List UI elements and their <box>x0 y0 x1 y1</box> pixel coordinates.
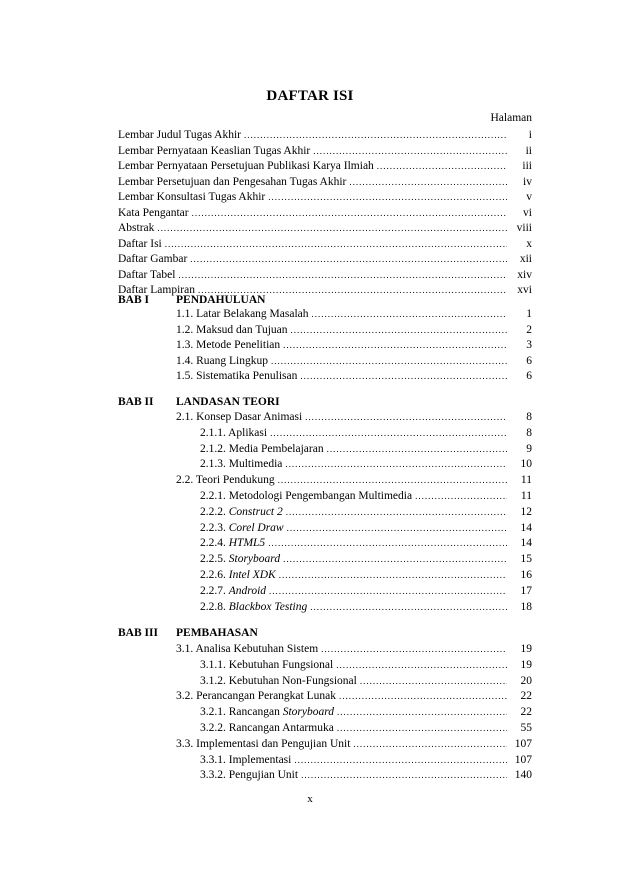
toc-entry-label <box>200 504 283 520</box>
toc-entry-label <box>200 583 266 599</box>
toc-entry-page: xii <box>519 253 532 265</box>
toc-entry-text: Daftar Isi <box>118 237 162 250</box>
toc-entry-page: v <box>526 191 532 203</box>
toc-entry <box>118 127 532 143</box>
toc-entry-text: 3.2.2. Rancangan Antarmuka <box>200 722 334 734</box>
toc-entry-label <box>118 205 189 221</box>
dot-leader <box>339 688 507 704</box>
toc-entry-italic-text: Construct 2 <box>228 505 283 518</box>
toc-entry-text: 2.1.1. Aplikasi <box>200 426 268 439</box>
toc-entry-italic-text: Storyboard <box>228 553 281 566</box>
dot-leader <box>271 353 507 369</box>
toc-entry-page: 2 <box>526 323 532 336</box>
toc-entry-text: 3.1.1. Kebutuhan Fungsional <box>200 658 334 671</box>
page-title: DAFTAR ISI <box>266 88 354 104</box>
toc-entry-label <box>200 752 291 768</box>
toc-entry-label <box>118 236 162 252</box>
toc-entry-text: 1.5. Sistematika Penulisan <box>176 370 298 382</box>
dot-leader <box>360 673 507 689</box>
toc-entry <box>176 641 532 657</box>
toc-entry-page: i <box>528 129 532 141</box>
toc-entry-page: 14 <box>520 537 532 550</box>
toc-entry-italic-text: Intel XDK <box>228 569 276 581</box>
toc-entry-page: 19 <box>520 643 532 655</box>
dot-leader <box>268 535 507 551</box>
toc-entry-text: Daftar Lampiran <box>118 284 195 296</box>
toc-entry <box>200 504 532 520</box>
toc-entry-label <box>176 368 297 384</box>
chapter-title: PENDAHULUAN <box>176 294 266 306</box>
toc-entry-label <box>200 704 334 720</box>
toc-entry-text: 3.1. Analisa Kebutuhan Sistem <box>176 643 319 655</box>
toc-entry-text: Lembar Judul Tugas Akhir <box>118 129 241 141</box>
toc-entry <box>118 143 532 159</box>
toc-entry-label <box>176 322 288 338</box>
dot-leader <box>336 657 507 673</box>
toc-entry-text: 1.2. Maksud dan Tujuan <box>176 323 288 336</box>
toc-entry-text: Lembar Konsultasi Tugas Akhir <box>118 191 266 203</box>
toc-entry-page: 12 <box>520 505 532 518</box>
toc-entry <box>176 409 532 425</box>
toc-entry-label <box>118 174 346 190</box>
toc-entry <box>118 205 532 221</box>
toc-entry-page: 8 <box>526 426 532 439</box>
toc-entry-label <box>200 456 282 472</box>
toc-entry-label <box>118 158 374 174</box>
toc-entry-text: 2.2. Teori Pendukung <box>176 474 275 487</box>
toc-entry-label <box>176 736 350 752</box>
toc-entry-page: 11 <box>520 474 532 487</box>
dot-leader <box>287 520 507 536</box>
toc-entry <box>176 337 532 353</box>
toc-entry <box>200 599 532 615</box>
toc-entry-text: 3.3. Implementasi dan Pengujian Unit <box>176 737 351 750</box>
toc-entry-italic-text: HTML5 <box>228 537 266 550</box>
toc-entry-text: 2.2.5. <box>200 553 229 566</box>
dot-leader <box>279 567 507 583</box>
toc-entry-label <box>176 472 275 488</box>
dot-leader <box>294 752 507 768</box>
toc-entry <box>118 220 532 236</box>
toc-entry-italic-text: Storyboard <box>282 706 335 719</box>
chapter-title: LANDASAN TEORI <box>176 396 280 408</box>
toc-entry-page: 20 <box>520 674 532 687</box>
toc-entry-page: vi <box>523 206 532 219</box>
toc-entry-page: 17 <box>520 584 532 597</box>
halaman-label: Halaman <box>490 112 532 124</box>
dot-leader <box>157 220 507 236</box>
toc-entry-page: 6 <box>526 370 532 382</box>
toc-entry <box>176 736 532 752</box>
toc-entry-label <box>200 673 357 689</box>
toc-entry-label <box>200 567 276 583</box>
page-number: x <box>307 793 313 805</box>
toc-entry <box>118 158 532 174</box>
toc-entry-label <box>118 220 154 236</box>
toc-entry-label <box>118 143 310 159</box>
toc-entry <box>200 567 532 583</box>
toc-entry <box>200 767 532 783</box>
toc-entry-page: 19 <box>520 658 532 671</box>
toc-entry <box>118 189 532 205</box>
toc-entry-page: 6 <box>526 354 532 367</box>
toc-entry-text: 2.2.6. <box>200 569 229 581</box>
toc-entry-label <box>176 337 280 353</box>
toc-entry-page: 22 <box>520 690 532 703</box>
toc-entry-page: 8 <box>526 411 532 423</box>
toc-entry-text: 2.2.8. <box>200 600 229 613</box>
toc-entry-label <box>200 720 334 736</box>
dot-leader <box>415 488 507 504</box>
toc-entry <box>176 322 532 338</box>
toc-entry-text: 1.4. Ruang Lingkup <box>176 354 268 367</box>
toc-entry-page: 22 <box>520 706 532 719</box>
toc-entry-label <box>118 267 175 283</box>
dot-leader <box>321 641 507 657</box>
dot-leader <box>310 599 507 615</box>
dot-leader <box>285 456 507 472</box>
toc-entry-page: 14 <box>520 521 532 534</box>
toc-entry-text: Daftar Tabel <box>118 268 176 281</box>
toc-entry <box>118 236 532 252</box>
toc-entry <box>200 752 532 768</box>
dot-leader <box>283 337 507 353</box>
chapter-number: BAB III <box>118 627 158 639</box>
toc-entry-text: 2.1.2. Media Pembelajaran <box>200 442 324 455</box>
toc-entry <box>176 368 532 384</box>
toc-entry <box>176 353 532 369</box>
dot-leader <box>178 267 507 283</box>
toc-entry <box>200 551 532 567</box>
toc-entry <box>118 251 532 267</box>
toc-entry-page: 55 <box>520 722 532 734</box>
dot-leader <box>278 472 507 488</box>
toc-entry <box>200 488 532 504</box>
dot-leader <box>305 409 507 425</box>
toc-entry-text: 3.1.2. Kebutuhan Non-Fungsional <box>200 674 357 687</box>
toc-entry-text: 2.2.4. <box>200 537 229 550</box>
toc-entry-text: 1.3. Metode Penelitian <box>176 339 281 351</box>
toc-entry-text: Lembar Pernyataan Keaslian Tugas Akhir <box>118 144 311 157</box>
toc-entry-label <box>176 688 336 704</box>
dot-leader <box>192 205 507 221</box>
toc-entry-page: viii <box>516 222 532 234</box>
toc-entry-label <box>118 251 187 267</box>
toc-entry-page: 10 <box>520 458 532 471</box>
chapter-number: BAB II <box>118 396 154 408</box>
dot-leader <box>337 704 507 720</box>
toc-entry <box>200 425 532 441</box>
toc-entry-text: Abstrak <box>118 222 155 234</box>
toc-entry-text: 2.2.3. <box>200 521 229 534</box>
toc-entry-label <box>200 599 307 615</box>
chapter-title: PEMBAHASAN <box>176 627 258 639</box>
toc-entry-page: 107 <box>514 753 532 766</box>
toc-entry-page: 16 <box>520 569 532 581</box>
toc-entry <box>200 720 532 736</box>
dot-leader <box>313 143 507 159</box>
toc-entry-text: 1.1. Latar Belakang Masalah <box>176 308 309 320</box>
toc-entry-page: 3 <box>526 339 532 351</box>
dot-leader <box>349 174 507 190</box>
toc-entry-page: iv <box>523 175 532 188</box>
toc-entry-text: Kata Pengantar <box>118 206 189 219</box>
toc-entry-label <box>118 189 265 205</box>
toc-entry-page: 107 <box>514 737 532 750</box>
toc-entry-page: iii <box>522 160 532 172</box>
toc-entry-text: Daftar Gambar <box>118 253 188 265</box>
toc-entry <box>200 673 532 689</box>
toc-entry-label <box>200 488 412 504</box>
dot-leader <box>269 583 507 599</box>
toc-entry-label <box>200 441 324 457</box>
toc-entry <box>176 306 532 322</box>
chapter-number: BAB I <box>118 294 149 306</box>
toc-entry-text: 2.2.7. <box>200 584 229 597</box>
toc-entry <box>118 267 532 283</box>
toc-entry-label <box>200 520 284 536</box>
toc-entry-label <box>200 657 333 673</box>
toc-entry-text: 3.2. Perancangan Perangkat Lunak <box>176 690 336 703</box>
toc-entry <box>200 583 532 599</box>
dot-leader <box>286 504 507 520</box>
toc-entry-text: 3.3.2. Pengujian Unit <box>200 769 299 782</box>
dot-leader <box>353 736 507 752</box>
toc-entry-page: x <box>526 237 532 250</box>
dot-leader <box>291 322 508 338</box>
dot-leader <box>165 236 507 252</box>
dot-leader <box>301 767 507 783</box>
toc-entry-text: 3.2.1. Rancangan <box>200 706 283 719</box>
toc-entry-text: Lembar Persetujuan dan Pengesahan Tugas Akhir <box>118 175 347 188</box>
toc-entry-italic-text: Blackbox Testing <box>228 600 308 613</box>
toc-entry-text: 3.3.1. Implementasi <box>200 753 292 766</box>
toc-entry-text: 2.2.1. Metodologi Pengembangan Multimedia <box>200 490 413 502</box>
toc-entry-text: 2.1.3. Multimedia <box>200 458 283 471</box>
toc-entry <box>118 174 532 190</box>
toc-entry-label <box>200 767 298 783</box>
toc-entry <box>200 520 532 536</box>
dot-leader <box>270 425 507 441</box>
toc-entry <box>200 535 532 551</box>
dot-leader <box>268 189 507 205</box>
toc-entry-label <box>176 409 302 425</box>
toc-entry-label <box>176 306 309 322</box>
toc-entry-page: 11 <box>520 490 532 502</box>
toc-entry <box>176 472 532 488</box>
toc-entry <box>200 441 532 457</box>
toc-entry <box>200 657 532 673</box>
toc-entry-text: Lembar Pernyataan Persetujuan Publikasi Karya Ilmiah <box>118 160 374 172</box>
dot-leader <box>244 127 507 143</box>
toc-entry-page: xiv <box>517 268 532 281</box>
toc-entry-label <box>200 551 280 567</box>
toc-entry-page: 140 <box>514 769 532 782</box>
toc-entry-italic-text: Android <box>228 584 267 597</box>
dot-leader <box>312 306 507 322</box>
toc-entry-page: 18 <box>520 600 532 613</box>
toc-entry-page: ii <box>525 144 532 157</box>
toc-entry <box>200 704 532 720</box>
dot-leader <box>283 551 507 567</box>
toc-entry-label <box>176 641 318 657</box>
toc-entry <box>176 688 532 704</box>
toc-entry <box>200 456 532 472</box>
dot-leader <box>300 368 507 384</box>
dot-leader <box>190 251 507 267</box>
toc-entry-label <box>200 535 265 551</box>
toc-entry-page: 9 <box>526 442 532 455</box>
dot-leader <box>377 158 507 174</box>
dot-leader <box>327 441 507 457</box>
toc-entry-italic-text: Corel Draw <box>228 521 284 534</box>
dot-leader <box>337 720 507 736</box>
toc-entry-label <box>176 353 268 369</box>
toc-entry-page: 1 <box>526 308 532 320</box>
toc-entry-label <box>200 425 267 441</box>
toc-entry-text: 2.2.2. <box>200 505 229 518</box>
toc-entry-label <box>118 127 241 143</box>
toc-entry-page: xvi <box>517 284 532 296</box>
toc-entry-page: 15 <box>520 553 532 566</box>
toc-entry-text: 2.1. Konsep Dasar Animasi <box>176 411 303 423</box>
